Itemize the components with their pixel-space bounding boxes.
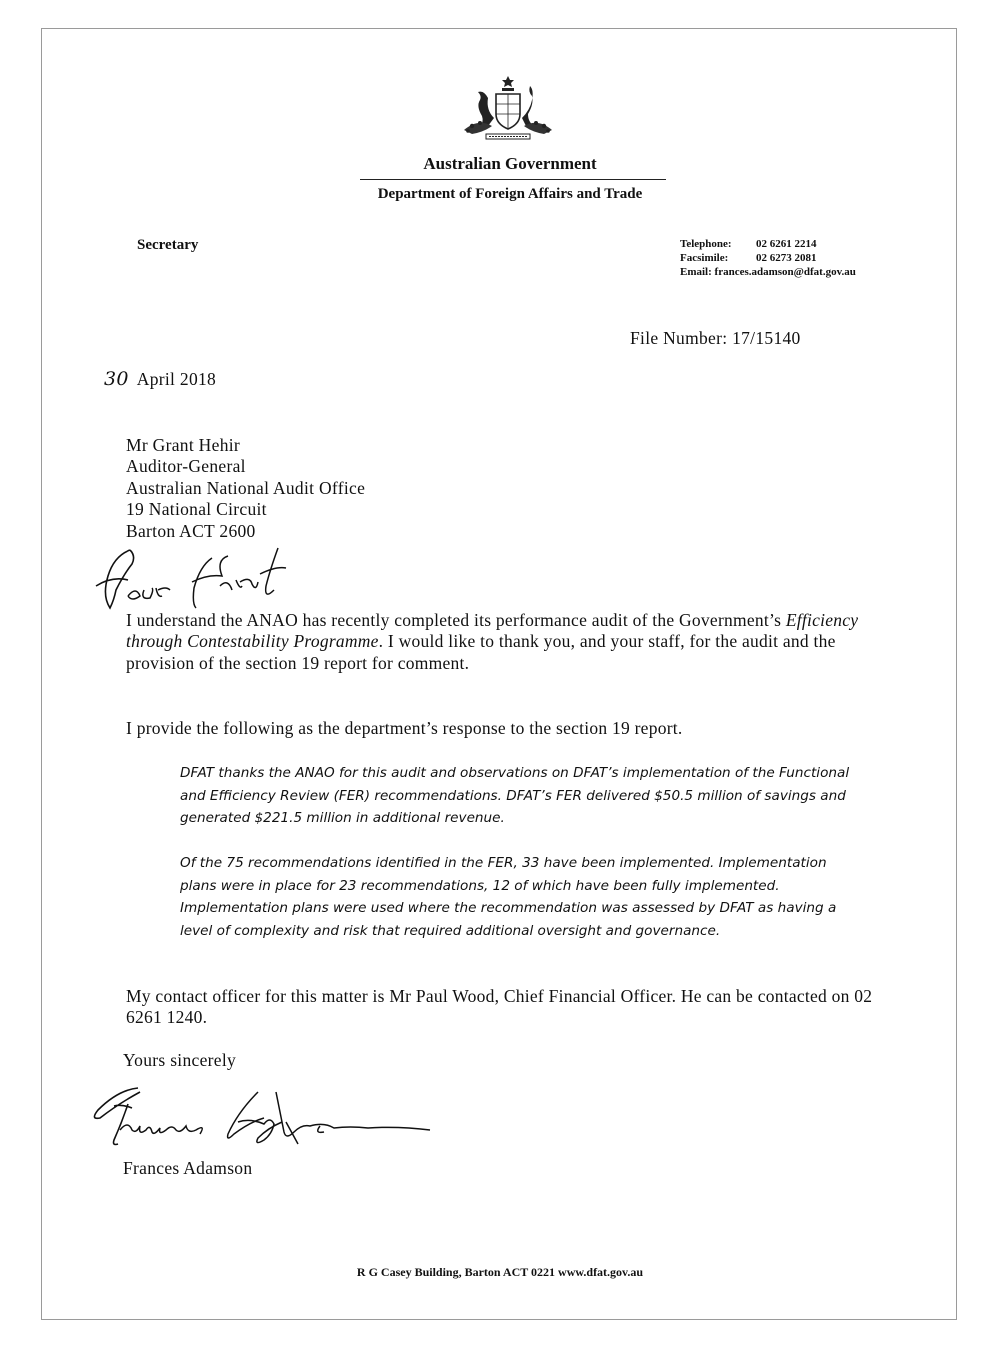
government-title: Australian Government <box>423 154 597 173</box>
addressee-line: Auditor-General <box>126 456 246 477</box>
paragraph-text: . I would like to thank you, and your staff, for the audit and the provision of the section 19 report for comment. <box>126 631 836 673</box>
addressee-line: Australian National Audit Office <box>126 477 366 498</box>
printed-date: April 2018 <box>136 369 217 389</box>
addressee-line: Barton ACT 2600 <box>126 520 256 541</box>
response-quote-2: Of the 75 recommendations identified in the FER, 33 have been implemented. Implementation plans were in place for 23 recommendations, 12 of which have been fully implemented. Implementation plans were used where the recommendation was assessed by DFAT as having a level of complexity and risk that required additional oversight and governance. <box>180 855 837 939</box>
handwritten-signature <box>88 1082 448 1160</box>
addressee-line: Mr Grant Hehir <box>126 435 241 455</box>
body-paragraph-2: I provide the following as the department’s response to the section 19 report. <box>126 718 683 738</box>
handwritten-day: 30 <box>104 368 129 390</box>
office-title: Secretary <box>137 237 199 253</box>
addressee-block <box>126 435 365 542</box>
commonwealth-coat-of-arms-icon <box>458 74 558 142</box>
closing: Yours sincerely <box>123 1050 237 1070</box>
signer-name: Frances Adamson <box>123 1158 253 1178</box>
response-quote-1: DFAT thanks the ANAO for this audit and observations on DFAT’s implementation of the Functional and Efficiency Review (FER) recommendations. DFAT’s FER delivered $50.5 million of savings and generated $221.5 million in additional revenue. <box>180 765 850 826</box>
addressee-line: 19 National Circuit <box>126 499 267 520</box>
letterhead-rule <box>360 179 666 180</box>
body-paragraph-1 <box>126 610 886 674</box>
paragraph-text: I understand the ANAO has recently completed its performance audit of the Government’s <box>126 610 786 630</box>
body-paragraph-3: My contact officer for this matter is Mr Paul Wood, Chief Financial Officer. He can be contacted on 02 6261 1240. <box>126 986 873 1028</box>
programme-name: Efficiency through Contestability Programme <box>126 610 859 652</box>
telephone-number: 02 6261 2214 <box>756 238 817 250</box>
email-label: Email: <box>680 266 712 278</box>
telephone-label: Telephone: <box>680 238 732 250</box>
department-name: Department of Foreign Affairs and Trade <box>377 186 643 202</box>
email-address: frances.adamson@dfat.gov.au <box>714 266 856 278</box>
contact-block <box>680 237 856 279</box>
handwritten-salutation <box>92 546 332 616</box>
file-number: File Number: 17/15140 <box>630 328 801 348</box>
footer-address: R G Casey Building, Barton ACT 0221 www.dfat.gov.au <box>356 1265 644 1279</box>
facsimile-label: Facsimile: <box>680 252 729 264</box>
letter-date <box>104 368 216 390</box>
facsimile-number: 02 6273 2081 <box>756 252 817 264</box>
